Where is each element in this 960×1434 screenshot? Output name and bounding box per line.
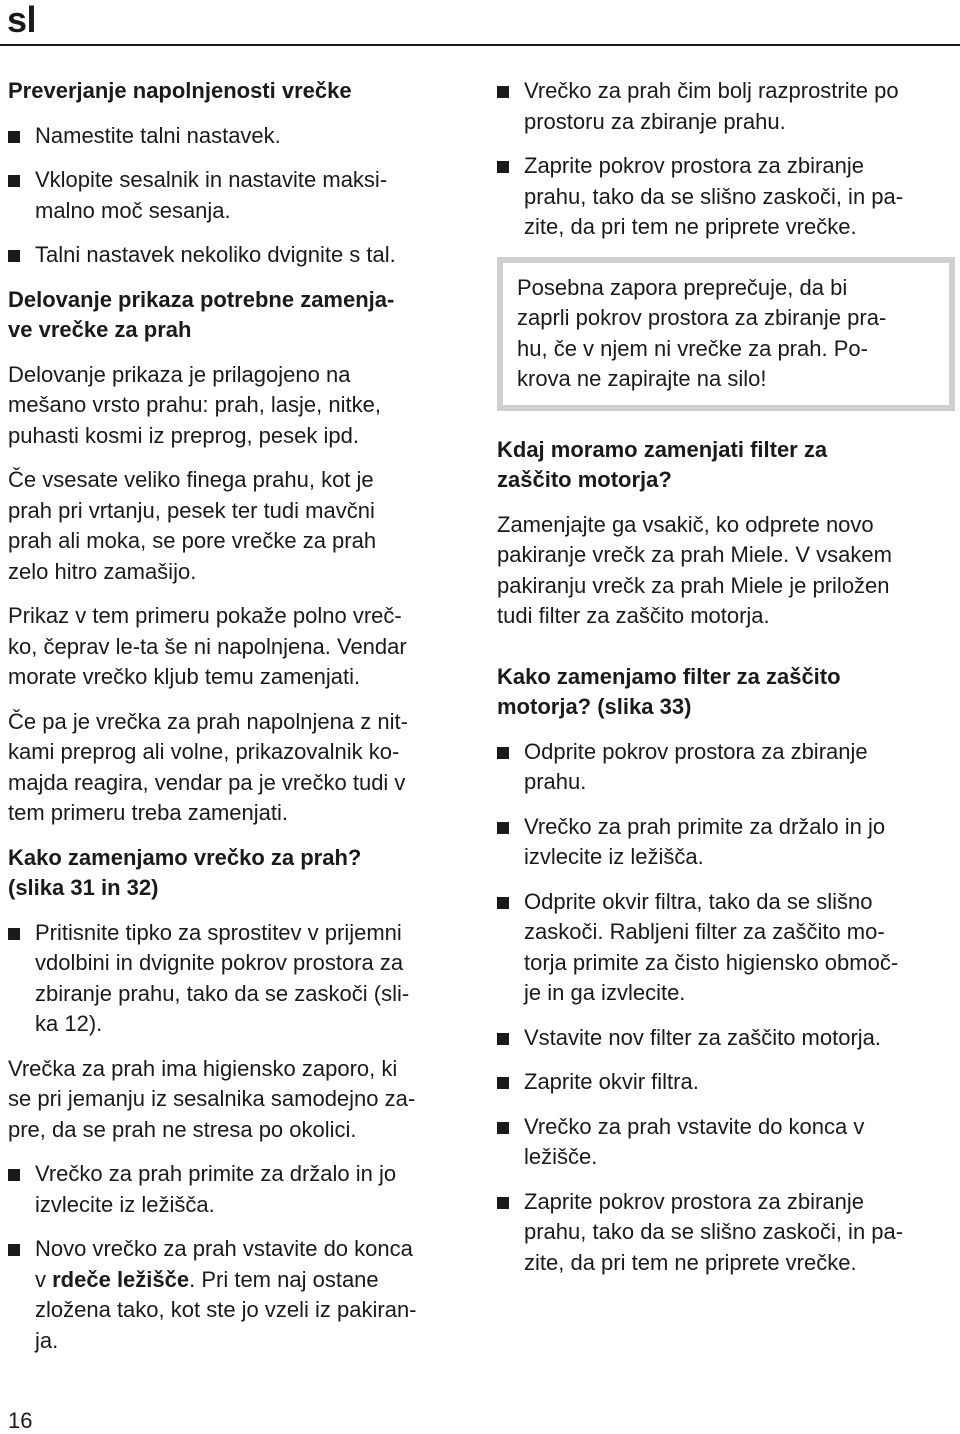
square-bullet-icon (8, 250, 20, 262)
emphasis-red-slot: rdeče ležišče (52, 1266, 190, 1292)
bullet-item (8, 240, 460, 271)
bullet-item (497, 151, 955, 243)
text-line: puhasti kosmi iz preprog, pesek ipd. (8, 422, 359, 448)
language-code: sl (7, 0, 37, 40)
paragraph (8, 1054, 460, 1146)
text-line: zaskoči. Rabljeni filter za zaščito mo- (524, 919, 885, 944)
text-line: zite, da pri tem ne priprete vrečke. (524, 1249, 857, 1275)
heading-line: zaščito motorja? (497, 467, 672, 492)
paragraph (8, 360, 460, 452)
text-line: tudi filter za zaščito motorja. (497, 603, 770, 628)
text-line: Če vsesate veliko finega prahu, kot je (8, 467, 374, 492)
heading-how-replace-filter (497, 662, 955, 723)
square-bullet-icon (497, 86, 509, 98)
square-bullet-icon (8, 1169, 20, 1181)
header-rule (0, 44, 960, 46)
text-fragment: . Pri tem naj ostane (189, 1266, 379, 1292)
text-line: ležišče. (524, 1144, 598, 1169)
text-line: prahu, tako da se slišno zaskoči, in pa- (524, 1219, 904, 1244)
bullet-item (497, 812, 955, 873)
bullet-item (497, 1187, 955, 1279)
text-line: torja primite za čisto higiensko območ- (524, 949, 899, 975)
paragraph (497, 510, 955, 632)
text-line: zite, da pri tem ne priprete vrečke. (524, 214, 857, 239)
heading-line: Kdaj moramo zamenjati filter za (497, 436, 828, 462)
text-line: mešano vrsto prahu: prah, lasje, nitke, (8, 392, 381, 417)
square-bullet-icon (497, 161, 509, 173)
right-column (497, 76, 955, 1292)
bullet-item (8, 918, 460, 1040)
square-bullet-icon (8, 928, 20, 940)
text-line: Vrečko za prah primite za držalo in jo (524, 813, 886, 839)
text-line: je in ga izvlecite. (524, 980, 686, 1005)
text-line: vdolbini in dvignite pokrov prostora za (35, 950, 404, 975)
square-bullet-icon (8, 1244, 20, 1256)
bullet-item (497, 1112, 955, 1173)
text-line: Če pa je vrečka za prah napolnjena z nit- (8, 708, 408, 734)
text-line: malno moč sesanja. (35, 197, 231, 223)
heading-line: Kako zamenjamo filter za zaščito (497, 663, 841, 689)
text-line: Vklopite sesalnik in nastavite maksi- (35, 167, 388, 192)
bullet-item (497, 1023, 955, 1054)
text-line: Vrečko za prah čim bolj razprostrite po (524, 78, 899, 103)
heading-line: Delovanje prikaza potrebne zamenja- (8, 286, 395, 312)
text-line: pre, da se prah ne stresa po okolici. (8, 1116, 357, 1142)
bullet-item (8, 1159, 460, 1220)
square-bullet-icon (497, 747, 509, 759)
text-fragment: v (35, 1266, 53, 1292)
text-line: izvlecite iz ležišča. (524, 844, 704, 869)
bullet-item (497, 76, 955, 137)
heading-line: Kako zamenjamo vrečko za prah? (8, 844, 362, 870)
square-bullet-icon (497, 1197, 509, 1209)
text-line: izvlecite iz ležišča. (35, 1191, 215, 1217)
heading-indicator-function (8, 285, 460, 346)
text-line: Pritisnite tipko za sprostitev v prijemni (35, 919, 402, 945)
text-line: Posebna zapora preprečuje, da bi (517, 274, 848, 300)
text-line: zelo hitro zamašijo. (8, 558, 197, 584)
heading-line: Preverjanje napolnjenosti vrečke (8, 78, 352, 103)
square-bullet-icon (8, 131, 20, 143)
bullet-item (497, 1067, 955, 1098)
text-line: Vrečko za prah vstavite do konca v (524, 1113, 865, 1139)
heading-line: (slika 31 in 32) (8, 875, 159, 900)
text-line: Vstavite nov filter za zaščito motorja. (524, 1024, 882, 1050)
text-line: Zamenjajte ga vsakič, ko odprete novo (497, 511, 874, 537)
text-line: zaprli pokrov prostora za zbiranje pra- (517, 305, 887, 330)
square-bullet-icon (497, 822, 509, 834)
text-line: prostoru za zbiranje prahu. (524, 108, 786, 134)
bullet-item (497, 737, 955, 798)
text-line: Delovanje prikaza je prilagojeno na (8, 361, 351, 387)
text-line: prah ali moka, se pore vrečke za prah (8, 528, 377, 553)
text-line: Vrečka za prah ima higiensko zaporo, ki (8, 1055, 398, 1081)
text-line: Novo vrečko za prah vstavite do konca (35, 1236, 413, 1261)
text-line: zbiranje prahu, tako da se zaskoči (sli- (35, 980, 410, 1006)
heading-check-bag (8, 76, 460, 107)
bullet-item (8, 121, 460, 152)
bullet-item (8, 165, 460, 226)
square-bullet-icon (497, 1033, 509, 1045)
square-bullet-icon (497, 1122, 509, 1134)
text-line: pakiranju vrečk za prah Miele je priložen (497, 572, 890, 598)
text-line: prahu, tako da se slišno zaskoči, in pa- (524, 183, 904, 209)
heading-when-replace-filter (497, 435, 955, 496)
text-line: morate vrečko kljub temu zamenjati. (8, 664, 361, 689)
heading-replace-bag (8, 843, 460, 904)
warning-note-box (497, 257, 955, 411)
text-line: Zaprite pokrov prostora za zbiranje (524, 1188, 864, 1214)
text-line: Odprite pokrov prostora za zbiranje (524, 738, 868, 764)
text-line: hu, če v njem ni vrečke za prah. Po- (517, 335, 868, 361)
heading-line: motorja? (slika 33) (497, 694, 692, 719)
text-line: Prikaz v tem primeru pokaže polno vreč- (8, 603, 402, 628)
text-line: Zaprite pokrov prostora za zbiranje (524, 153, 864, 178)
text-line: Talni nastavek nekoliko dvignite s tal. (35, 242, 396, 267)
text-line: majda reagira, vendar pa je vrečko tudi v (8, 769, 406, 795)
text-line: Odprite okvir filtra, tako da se slišno (524, 888, 873, 914)
square-bullet-icon (8, 175, 20, 187)
text-line: kami preprog ali volne, prikazovalnik ko- (8, 739, 400, 764)
text-line: ka 12). (35, 1011, 103, 1036)
text-line: prah pri vrtanju, pesek ter tudi mavčni (8, 497, 375, 523)
paragraph (8, 707, 460, 829)
text-line: pakiranje vrečk za prah Miele. V vsakem (497, 542, 892, 567)
bullet-item (497, 887, 955, 1009)
text-line: se pri jemanju iz sesalnika samodejno za- (8, 1086, 416, 1111)
heading-line: ve vrečke za prah (8, 317, 192, 342)
page-number: 16 (8, 1408, 33, 1433)
paragraph (8, 465, 460, 587)
text-line: tem primeru treba zamenjati. (8, 800, 288, 825)
text-line: Namestite talni nastavek. (35, 122, 281, 148)
text-line: prahu. (524, 769, 587, 794)
paragraph (8, 601, 460, 693)
left-column (8, 76, 460, 1370)
bullet-item (8, 1234, 460, 1356)
text-line (35, 1265, 460, 1296)
text-line: ko, čeprav le-ta še ni napolnjena. Vendar (8, 633, 407, 659)
text-line: Vrečko za prah primite za držalo in jo (35, 1161, 397, 1186)
text-line: Zaprite okvir filtra. (524, 1069, 699, 1094)
square-bullet-icon (497, 897, 509, 909)
text-line: krova ne zapirajte na silo! (517, 366, 767, 391)
text-line: ja. (35, 1327, 59, 1353)
square-bullet-icon (497, 1077, 509, 1089)
text-line: zložena tako, kot ste jo vzeli iz pakiran- (35, 1297, 417, 1322)
